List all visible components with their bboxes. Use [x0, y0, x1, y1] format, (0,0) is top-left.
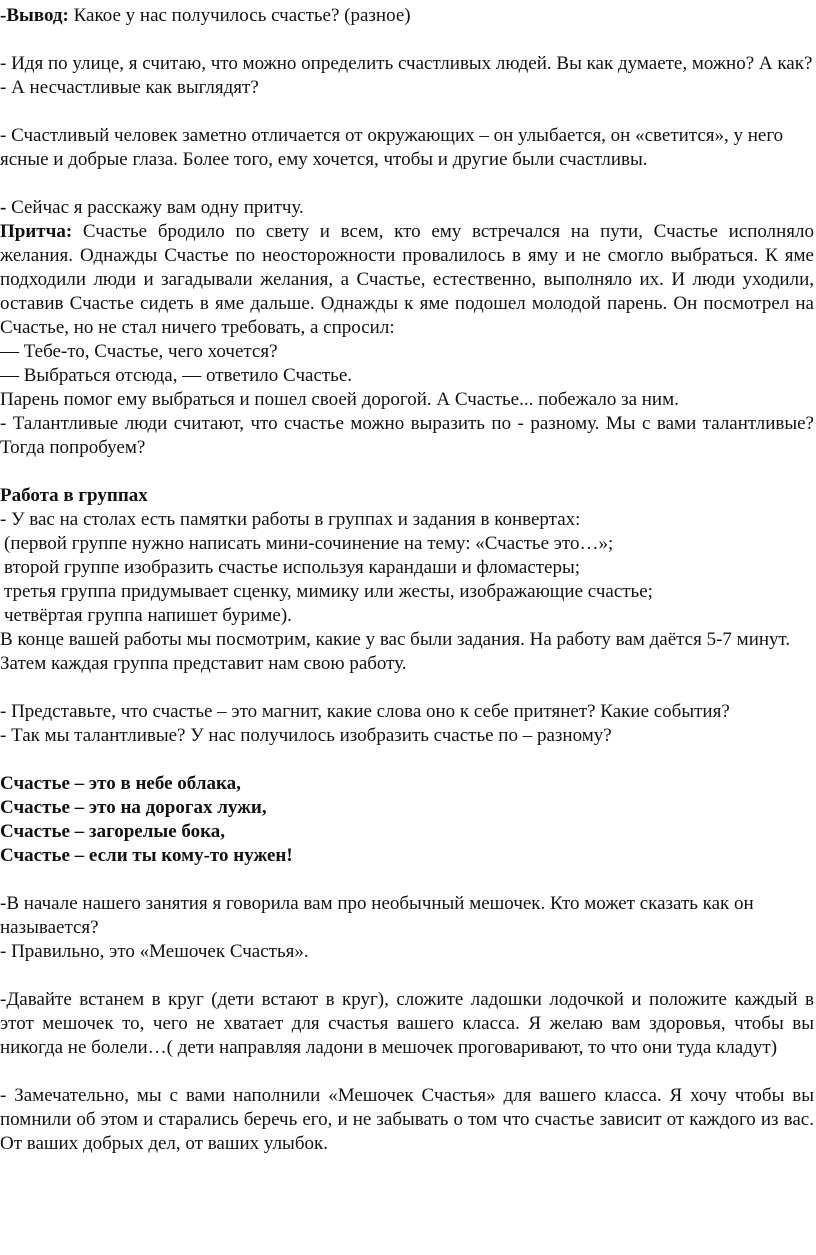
parable-text: Счастье бродило по свету и всем, кто ему встречался на пути, Счастье исполняло желания. Однажды Счастье по неосторожности провалилось в яму и не смогло выбраться. К яме подходили люди и загадывали желания, а Счастье, естественно, выполняло их. И люди уходили, оставив Счастье сидеть в яме дальше. Однажды к яме подошел молодой парень. Он посмотрел на Счастье, но не стал ничего требовать, а спросил:	[0, 221, 814, 338]
group-task-4: четвёртая группа напишет буриме).	[4, 605, 292, 626]
happy-person-paragraph: - Счастливый человек заметно отличается от окружающих – он улыбается, он «светится», у него ясные и добрые глаза. Более того, ему хочется, чтобы и другие были счастливы.	[0, 125, 784, 170]
dialog-question-unhappy: - А несчастливые как выглядят?	[0, 77, 259, 98]
conclusion-line	[0, 4, 814, 28]
parable-line-ending: Парень помог ему выбраться и пошел своей дорогой. А Счастье... побежало за ним.	[0, 389, 679, 410]
poem-line-1: Счастье – это в небе облака,	[0, 773, 241, 794]
groups-outro: В конце вашей работы мы посмотрим, какие у вас были задания. На работу вам даётся 5-7 минут. Затем каждая группа представит нам свою работу.	[0, 629, 791, 674]
group-task-1: (первой группе нужно написать мини-сочинение на тему: «Счастье это…»;	[4, 533, 614, 554]
parable-label: Притча:	[0, 221, 73, 242]
pouch-question: -В начале нашего занятия я говорила вам про необычный мешочек. Кто может сказать как он называется?	[0, 893, 754, 938]
parable-line-answer: — Выбраться отсюда, — ответило Счастье.	[0, 365, 353, 386]
circle-paragraph: -Давайте встанем в круг (дети встают в круг), сложите ладошки лодочкой и положите каждый в этот мешочек то, чего не хватает для счастья вашего класса. Я желаю вам здоровья, чтобы вы никогда не болели…( дети направляя ладони в мешочек проговаривают, то что они туда кладут)	[0, 989, 814, 1058]
poem-line-4: Счастье – если ты кому-то нужен!	[0, 845, 293, 866]
parable-intro	[0, 196, 814, 220]
magnet-question: - Представьте, что счастье – это магнит, какие слова оно к себе притянет? Какие события?	[0, 701, 730, 722]
conclusion-text: Какое у нас получилось счастье? (разное)	[68, 5, 411, 26]
group-task-2: второй группе изобразить счастье используя карандаши и фломастеры;	[4, 557, 581, 578]
talent-question: - Так мы талантливые? У нас получилось изобразить счастье по – разному?	[0, 725, 612, 746]
group-task-3: третья группа придумывает сценку, мимику или жесты, изображающие счастье;	[4, 581, 653, 602]
parable-intro-text: Сейчас я расскажу вам одну притчу.	[6, 197, 304, 218]
groups-intro: - У вас на столах есть памятки работы в группах и задания в конвертах:	[0, 509, 581, 530]
conclusion-label: -Вывод:	[0, 5, 69, 26]
groups-heading: Работа в группах	[0, 485, 148, 506]
poem-line-3: Счастье – загорелые бока,	[0, 821, 226, 842]
poem-line-2: Счастье – это на дорогах лужи,	[0, 797, 267, 818]
talent-paragraph: - Талантливые люди считают, что счастье можно выразить по - разному. Мы с вами талантливые? Тогда попробуем?	[0, 413, 814, 458]
pouch-answer: - Правильно, это «Мешочек Счастья».	[0, 941, 309, 962]
parable-intro-dash: -	[0, 197, 7, 218]
dialog-question: - Идя по улице, я считаю, что можно определить счастливых людей. Вы как думаете, можно? А как?	[0, 53, 813, 74]
parable-line-question: — Тебе-то, Счастье, чего хочется?	[0, 341, 278, 362]
closing-paragraph: - Замечательно, мы с вами наполнили «Мешочек Счастья» для вашего класса. Я хочу чтобы вы помнили об этом и старались беречь его, и не забывать о том что счастье зависит от каждого из вас. От ваших добрых дел, от ваших улыбок.	[0, 1085, 814, 1154]
parable-paragraph	[0, 220, 814, 340]
